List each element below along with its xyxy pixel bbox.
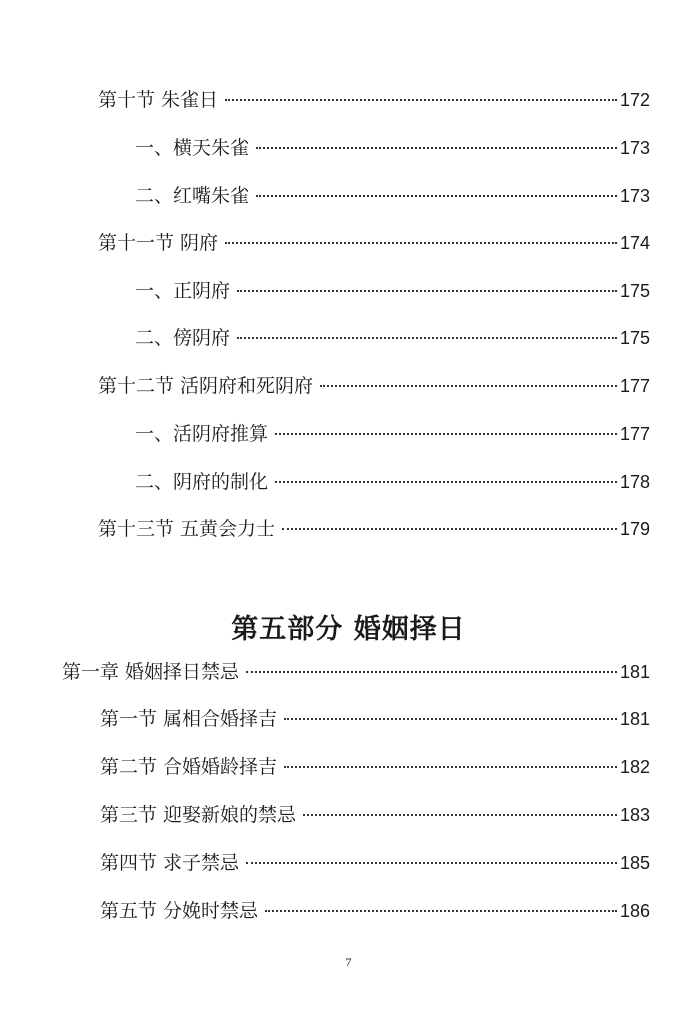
dot-leader: [246, 862, 617, 864]
toc-entry-page: 172: [619, 90, 650, 110]
dot-leader: [246, 671, 617, 673]
dot-leader: [284, 718, 617, 720]
toc-entry-label: 第四节 求子禁忌: [100, 852, 240, 874]
part-title: 第五部分 婚姻择日: [231, 614, 466, 645]
toc-entry[interactable]: [98, 517, 650, 541]
toc-entry-label: 第十二节 活阴府和死阴府: [98, 375, 314, 397]
dot-leader: [303, 814, 617, 816]
dot-leader: [225, 242, 617, 244]
toc-entry[interactable]: [135, 184, 650, 208]
toc-entry-label: 第三节 迎娶新娘的禁忌: [100, 804, 297, 826]
toc-entry[interactable]: [100, 899, 650, 923]
dot-leader: [225, 99, 617, 101]
toc-entry-label: 第五节 分娩时禁忌: [100, 900, 259, 922]
toc-entry-page: 177: [619, 424, 650, 444]
toc-entry-page: 178: [619, 472, 650, 492]
toc-entry-page: 183: [619, 805, 650, 825]
toc-entry-label: 二、阴府的制化: [135, 471, 269, 493]
toc-entry[interactable]: [98, 231, 650, 255]
toc-entry-page: 181: [619, 662, 650, 682]
dot-leader: [256, 195, 617, 197]
toc-entry[interactable]: [135, 470, 650, 494]
toc-entry-label: 第十节 朱雀日: [98, 89, 219, 111]
toc-entry[interactable]: [135, 326, 650, 350]
dot-leader: [275, 481, 617, 483]
toc-entry[interactable]: [62, 660, 650, 684]
toc-entry-label: 第一章 婚姻择日禁忌: [62, 661, 240, 683]
dot-leader: [275, 433, 617, 435]
toc-entry-page: 175: [619, 328, 650, 348]
toc-entry-page: 175: [619, 281, 650, 301]
toc-entry[interactable]: [135, 422, 650, 446]
toc-entry-label: 二、红嘴朱雀: [135, 185, 250, 207]
toc-entry-page: 173: [619, 138, 650, 158]
toc-entry-label: 一、正阴府: [135, 280, 231, 302]
toc-entry-label: 一、活阴府推算: [135, 423, 269, 445]
toc-entry-label: 第二节 合婚婚龄择吉: [100, 756, 278, 778]
toc-entry-page: 186: [619, 901, 650, 921]
dot-leader: [320, 385, 617, 387]
dot-leader: [265, 910, 617, 912]
toc-entry-label: 第十三节 五黄会力士: [98, 518, 276, 540]
toc-entry-label: 第十一节 阴府: [98, 232, 219, 254]
toc-entry-page: 185: [619, 853, 650, 873]
toc-entry[interactable]: [135, 136, 650, 160]
toc-entry-page: 177: [619, 376, 650, 396]
toc-entry-page: 181: [619, 709, 650, 729]
dot-leader: [256, 147, 617, 149]
toc-entry-label: 一、横天朱雀: [135, 137, 250, 159]
toc-entry[interactable]: [98, 88, 650, 112]
toc-entry-page: 182: [619, 757, 650, 777]
toc-entry[interactable]: [100, 803, 650, 827]
dot-leader: [237, 337, 617, 339]
dot-leader: [284, 766, 617, 768]
page-number: 7: [345, 955, 352, 969]
toc-entry-label: 二、傍阴府: [135, 327, 231, 349]
toc-entry-label: 第一节 属相合婚择吉: [100, 708, 278, 730]
toc-entry[interactable]: [135, 279, 650, 303]
toc-entry-page: 179: [619, 519, 650, 539]
dot-leader: [282, 528, 617, 530]
toc-entry-page: 173: [619, 186, 650, 206]
dot-leader: [237, 290, 617, 292]
toc-entry[interactable]: [100, 851, 650, 875]
toc-entry[interactable]: [100, 755, 650, 779]
toc-entry[interactable]: [100, 707, 650, 731]
toc-entry[interactable]: [98, 374, 650, 398]
toc-entry-page: 174: [619, 233, 650, 253]
